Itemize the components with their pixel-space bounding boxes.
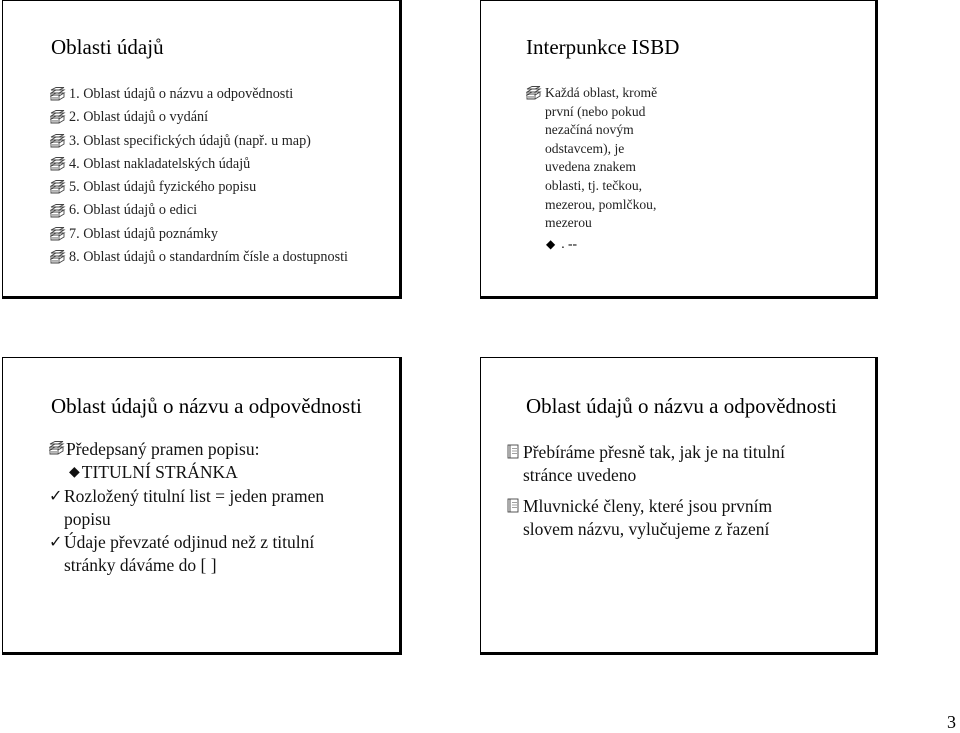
slide-title: Oblast údajů o názvu a odpovědnosti <box>526 394 837 418</box>
list-item: 2. Oblast údajů o vydání <box>49 106 348 129</box>
checkmark-icon: ✓ <box>49 534 63 552</box>
list-item: 3. Oblast specifických údajů (např. u map) <box>49 130 348 153</box>
slide-content <box>49 438 324 578</box>
book-stack-icon <box>49 87 67 102</box>
book-stack-icon <box>49 204 67 219</box>
book-stack-icon <box>49 180 67 195</box>
book-stack-icon <box>49 134 67 149</box>
diamond-bullet-icon: ◆ <box>69 465 80 481</box>
book-stack-icon <box>49 227 67 242</box>
book-stack-icon <box>525 84 543 233</box>
page-number: 3 <box>947 712 956 732</box>
book-stack-icon <box>49 250 67 265</box>
slide-oblasti-udaju <box>2 0 402 299</box>
list-item: 1. Oblast údajů o názvu a odpovědnosti <box>49 83 348 106</box>
list-item: 5. Oblast údajů fyzického popisu <box>49 176 348 199</box>
book-icon <box>506 495 522 513</box>
slide-title: Interpunkce ISBD <box>526 35 680 59</box>
slide-oblast-nazvu-2 <box>480 357 878 655</box>
list-item: Mluvnické členy, které jsou prvním slovem názvu, vylučujeme z řazení <box>506 495 785 542</box>
slide-title: Oblast údajů o názvu a odpovědnosti <box>51 394 362 418</box>
book-stack-icon <box>49 438 65 456</box>
list-item: 4. Oblast nakladatelských údajů <box>49 153 348 176</box>
checkmark-icon: ✓ <box>49 487 63 505</box>
sub-bullet: ◆ TITULNÍ STRÁNKA <box>49 461 324 484</box>
slide-title: Oblasti údajů <box>51 35 164 59</box>
bullet-text: Každá oblast, kromě první (nebo pokud nezačíná novým odstavcem), je uvedena znakem oblasti, tj. tečkou, mezerou, pomlčkou, mezerou <box>525 84 657 233</box>
slide-oblast-nazvu-1 <box>2 357 402 655</box>
areas-list <box>49 83 348 269</box>
slide-content <box>506 441 785 548</box>
list-item: ✓ Údaje převzaté odjinud než z titulní stránky dáváme do [ ] <box>49 532 315 576</box>
list-item: Předepsaný pramen popisu: <box>49 438 324 461</box>
list-item: 7. Oblast údajů poznámky <box>49 223 348 246</box>
slide-interpunkce-isbd <box>480 0 878 299</box>
book-stack-icon <box>49 157 67 172</box>
list-item: ✓ Rozložený titulní list = jeden pramen popisu <box>49 485 325 529</box>
list-item: 6. Oblast údajů o edici <box>49 199 348 222</box>
list-item: 8. Oblast údajů o standardním čísle a dostupnosti <box>49 246 348 269</box>
book-icon <box>506 441 522 459</box>
sub-bullet: ◆ . -- <box>546 236 578 251</box>
list-item: Přebíráme přesně tak, jak je na titulní stránce uvedeno <box>506 441 785 488</box>
diamond-bullet-icon: ◆ <box>546 236 556 251</box>
book-stack-icon <box>49 110 67 125</box>
